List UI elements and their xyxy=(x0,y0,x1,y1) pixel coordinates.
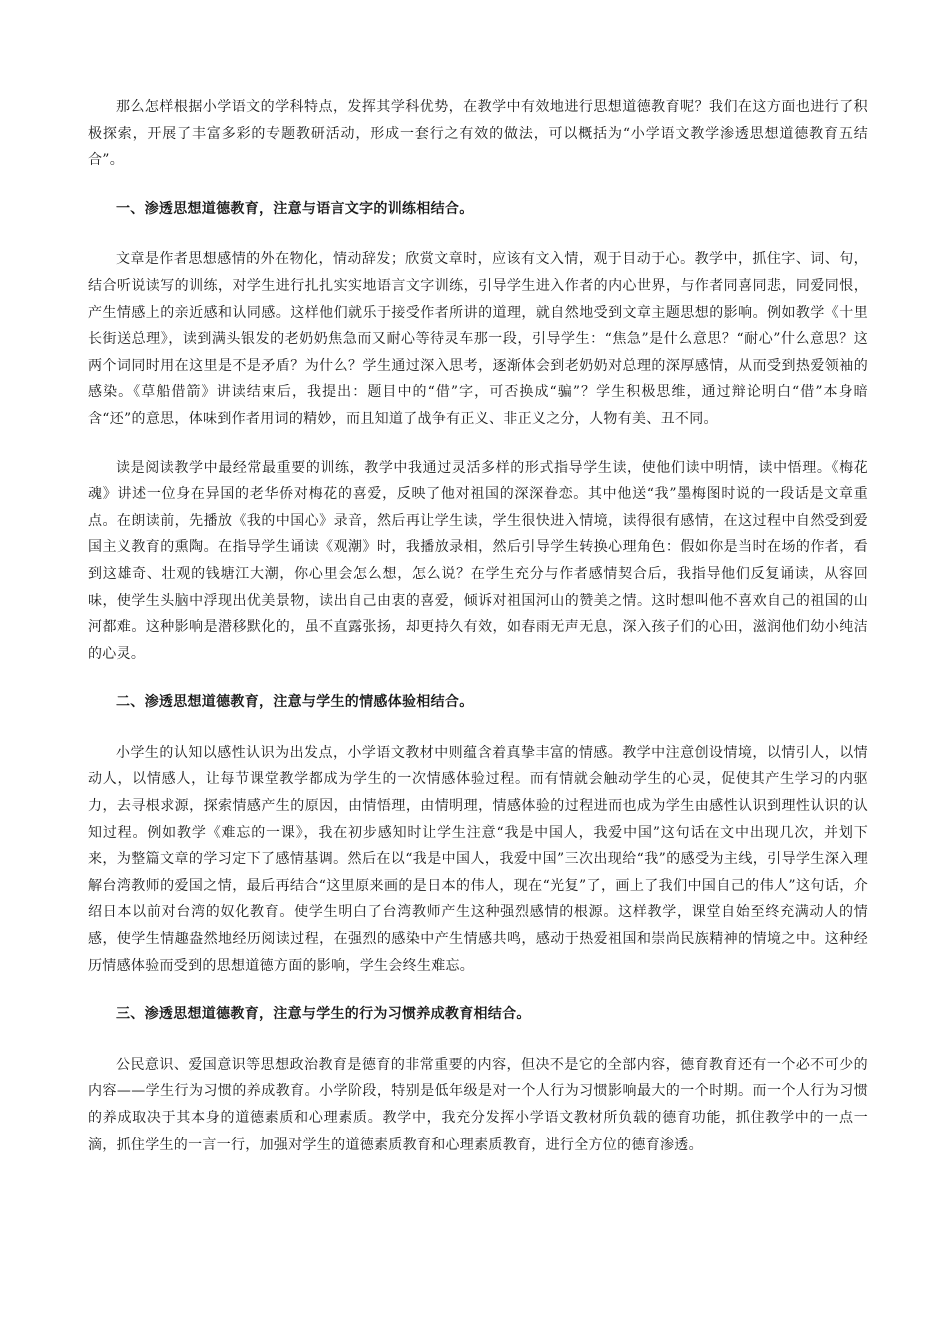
section3-paragraph-1: 公民意识、爱国意识等思想政治教育是德育的非常重要的内容，但决不是它的全部内容，德育教育还有一个必不可少的内容——学生行为习惯的养成教育。小学阶段，特别是低年级是对一个人行为习惯影响最大的一个时期。而一个人行为习惯的养成取决于其本身的道德素质和心理素质。教学中，我充分发挥小学语文教材所负载的德育功能，抓住教学中的一点一滴，抓住学生的一言一行，加强对学生的道德素质教育和心理素质教育，进行全方位的德育渗透。 xyxy=(88,1056,868,1153)
spacer xyxy=(88,174,868,196)
spacer xyxy=(88,667,868,689)
intro-paragraph: 那么怎样根据小学语文的学科特点，发挥其学科优势，在教学中有效地进行思想道德教育呢？我们在这方面也进行了积极探索，开展了丰富多彩的专题教研活动，形成一套行之有效的做法，可以概括为“小学语文教学渗透思想道德教育五结合”。 xyxy=(88,99,868,169)
spacer xyxy=(88,1028,868,1052)
spacer xyxy=(88,433,868,455)
section-heading-1: 一、渗透思想道德教育，注意与语言文字的训练相结合。 xyxy=(116,200,474,217)
section1-paragraph-2: 读是阅读教学中最经常最重要的训练，教学中我通过灵活多样的形式指导学生读，使他们读中明情，读中悟理。《梅花魂》讲述一位身在异国的老华侨对梅花的喜爱，反映了他对祖国的深深眷恋。其中他送“我”墨梅图时说的一段话是文章重点。在朗读前，先播放《我的中国心》录音，然后再让学生读，学生很快进入情境，读得很有感情，在这过程中自然受到爱国主义教育的熏陶。在指导学生诵读《观潮》时，我播放录相，然后引导学生转换心理角色：假如你是当时在场的作者，看到这雄奇、壮观的钱塘江大潮，你心里会怎么想，怎么说？在学生充分与作者感情契合后，我指导他们反复诵读，从容回味，使学生头脑中浮现出优美景物，读出自己由衷的喜爱，倾诉对祖国河山的赞美之情。这时想叫他不喜欢自己的祖国的山河都难。这种影响是潜移默化的，虽不直露张扬，却更持久有效，如春雨无声无息，深入孩子们的心田，滋润他们幼小纯洁的心灵。 xyxy=(88,459,868,662)
section-heading-2: 二、渗透思想道德教育，注意与学生的情感体验相结合。 xyxy=(116,694,474,711)
spacer xyxy=(88,222,868,246)
section2-paragraph-1: 小学生的认知以感性认识为出发点，小学语文教材中则蕴含着真挚丰富的情感。教学中注意创设情境，以情引人，以情动人，以情感人，让每节课堂教学都成为学生的一次情感体验过程。而有情就会触动学生的心灵，促使其产生学习的内驱力，去寻根求源，探索情感产生的原因，由情悟理，由情明理，情感体验的过程进而也成为学生由感性认识到理性认识的认知过程。例如教学《难忘的一课》，我在初步感知时让学生注意“我是中国人，我爱中国”这句话在文中出现几次，并划下来，为整篇文章的学习定下了感情基调。然后在以“我是中国人，我爱中国”三次出现给“我”的感受为主线，引导学生深入理解台湾教师的爱国之情，最后再结合“这里原来画的是日本的伟人，现在“光复”了，画上了我们中国自己的伟人”这句话，介绍日本以前对台湾的奴化教育。使学生明白了台湾教师产生这种强烈感情的根源。这样教学，课堂自始至终充满动人的情感，使学生情趣盎然地经历阅读过程，在强烈的感染中产生情感共鸣，感动于热爱祖国和崇尚民族精神的情境之中。这种经历情感体验而受到的思想道德方面的影响，学生会终生难忘。 xyxy=(88,744,868,974)
document-body xyxy=(88,94,868,1158)
spacer xyxy=(88,716,868,740)
section1-paragraph-1: 文章是作者思想感情的外在物化，情动辞发；欣赏文章时，应该有文入情，观于目动于心。教学中，抓住字、词、句，结合听说读写的训练，对学生进行扎扎实实地语言文字训练，引导学生进入作者的内心世界，与作者同喜同悲，同爱同恨，产生情感上的亲近感和认同感。这样他们就乐于接受作者所讲的道理，就自然地受到文章主题思想的影响。例如教学《十里长街送总理》，读到满头银发的老奶奶焦急而又耐心等待灵车那一段，引导学生：“焦急”是什么意思？“耐心”什么意思？这两个词同时用在这里是不是矛盾？为什么？学生通过深入思考，逐渐体会到老奶奶对总理的深厚感情，从而受到热爱领袖的感染。《草船借箭》讲读结束后，我提出：题目中的“借”字，可否换成“骗”？学生积极思维，通过辩论明白“借”本身暗含“还”的意思，体味到作者用词的精妙，而且知道了战争有正义、非正义之分，人物有美、丑不同。 xyxy=(88,251,868,427)
spacer xyxy=(88,979,868,1001)
section-heading-3: 三、渗透思想道德教育，注意与学生的行为习惯养成教育相结合。 xyxy=(116,1006,531,1023)
